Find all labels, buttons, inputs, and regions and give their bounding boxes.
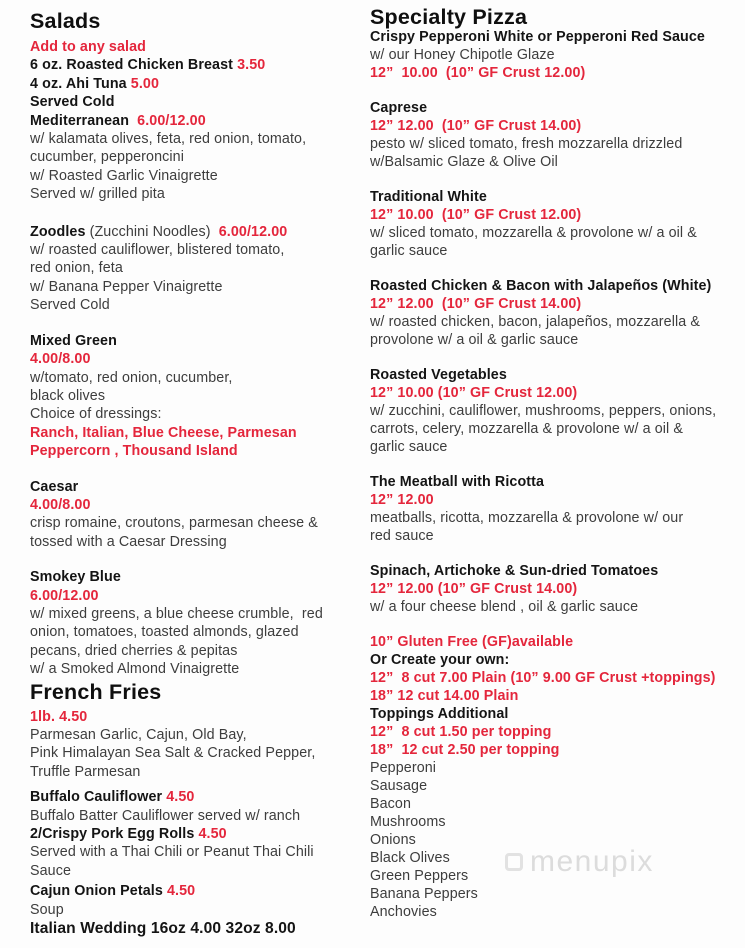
left-column-salads	[30, 8, 362, 939]
menu-line	[370, 28, 740, 46]
menu-line	[30, 726, 362, 744]
menu-line	[30, 185, 362, 203]
menu-line	[370, 242, 740, 260]
description-text: Parmesan Garlic, Cajun, Old Bay,	[30, 727, 247, 743]
description-text: Served with a Thai Chili or Peanut Thai Chili	[30, 844, 314, 861]
menu-line	[30, 807, 362, 825]
menu-block	[30, 332, 362, 461]
description-text: Choice of dressings:	[30, 406, 162, 423]
menu-line	[370, 669, 740, 687]
description-text: w/ Roasted Garlic Vinaigrette	[30, 167, 218, 184]
menu-block	[30, 679, 362, 706]
menu-line	[370, 509, 740, 527]
menu-line	[370, 153, 740, 171]
menu-line	[30, 93, 362, 111]
menu-line	[370, 438, 740, 456]
price-or-highlight-text: 1lb. 4.50	[30, 708, 88, 725]
menu-line	[30, 901, 362, 919]
menu-block	[30, 882, 362, 939]
price-or-highlight-text: 12” 10.00 (10” GF Crust 12.00)	[370, 65, 586, 81]
description-text: w/tomato, red onion, cucumber,	[30, 369, 233, 386]
menu-line	[30, 259, 362, 277]
menu-line	[370, 562, 740, 580]
item-name-text: Served Cold	[30, 94, 115, 111]
price-or-highlight-text: 6.00/12.00	[137, 112, 206, 129]
price-or-highlight-text: 10” Gluten Free (GF)available	[370, 634, 574, 650]
description-text: red onion, feta	[30, 260, 123, 277]
menu-line	[370, 795, 740, 813]
description-text: meatballs, ricotta, mozzarella & provolone w/ our	[370, 510, 684, 526]
menu-line	[30, 568, 362, 586]
item-name-text: Mixed Green	[30, 332, 117, 349]
menu-block	[30, 568, 362, 678]
menu-line	[30, 825, 362, 843]
description-text: tossed with a Caesar Dressing	[30, 533, 227, 550]
description-text: provolone w/ a oil & garlic sauce	[370, 332, 579, 348]
item-name-text: Caesar	[30, 478, 79, 495]
description-text: w/ a four cheese blend , oil & garlic sauce	[370, 599, 639, 615]
section-heading: Specialty Pizza	[370, 5, 528, 29]
item-name-text: Caprese	[370, 100, 428, 116]
right-column-specialty-pizza	[370, 5, 740, 939]
section-heading: French Fries	[30, 679, 162, 704]
menupix-logo-icon	[505, 853, 523, 871]
menu-line	[30, 862, 362, 880]
menu-line	[30, 332, 362, 350]
menu-line	[30, 478, 362, 496]
menu-block	[370, 5, 740, 29]
menu-line	[370, 366, 740, 384]
price-or-highlight-text: 4.00/8.00	[30, 496, 91, 513]
price-or-highlight-text: 18” 12 cut 14.00 Plain	[370, 688, 519, 704]
menu-line	[30, 167, 362, 185]
description-text: Onions	[370, 832, 416, 848]
price-or-highlight-text: Ranch, Italian, Blue Cheese, Parmesan	[30, 424, 297, 441]
menu-line	[370, 651, 740, 669]
description-text: Served Cold	[30, 297, 110, 314]
description-text: crisp romaine, croutons, parmesan cheese &	[30, 515, 318, 532]
menu-line	[370, 295, 740, 313]
description-text: onion, tomatoes, toasted almonds, glazed	[30, 624, 299, 641]
menu-line	[370, 813, 740, 831]
item-name-text: Spinach, Artichoke & Sun-dried Tomatoes	[370, 563, 659, 579]
menu-block	[30, 38, 362, 204]
menu-line	[30, 130, 362, 148]
description-text: garlic sauce	[370, 439, 448, 455]
menu-line	[30, 919, 362, 939]
price-or-highlight-text: Peppercorn , Thousand Island	[30, 443, 238, 460]
menu-line	[30, 387, 362, 405]
price-or-highlight-text: 12” 10.00 (10” GF Crust 12.00)	[370, 385, 578, 401]
description-text: (Zucchini Noodles)	[89, 223, 219, 240]
menu-line	[370, 633, 740, 651]
menu-block	[370, 366, 740, 456]
menu-line	[30, 744, 362, 762]
item-name-text: 2/Crispy Pork Egg Rolls	[30, 826, 199, 843]
description-text: black olives	[30, 387, 106, 404]
menu-line	[370, 420, 740, 438]
menu-line	[370, 759, 740, 777]
menu-block	[370, 277, 740, 349]
menu-line	[30, 642, 362, 660]
item-name-text: 4 oz. Ahi Tuna	[30, 75, 131, 92]
description-text: Mushrooms	[370, 814, 446, 830]
menu-line	[30, 75, 362, 93]
menu-line	[370, 224, 740, 242]
description-text: Banana Peppers	[370, 886, 478, 902]
menu-block	[370, 473, 740, 545]
menu-line	[370, 903, 740, 921]
description-text: garlic sauce	[370, 243, 448, 259]
menu-line	[370, 135, 740, 153]
menu-line	[30, 278, 362, 296]
description-text: Green Peppers	[370, 868, 469, 884]
menu-line	[30, 369, 362, 387]
menu-line	[30, 587, 362, 605]
description-text: w/ sliced tomato, mozzarella & provolone w/ a oil &	[370, 225, 697, 241]
menu-line	[370, 46, 740, 64]
menu-line	[30, 763, 362, 781]
menu-line	[370, 473, 740, 491]
menu-line	[30, 442, 362, 460]
menu-line	[370, 885, 740, 903]
price-or-highlight-text: 12” 12.00 (10” GF Crust 14.00)	[370, 118, 582, 134]
description-text: w/Balsamic Glaze & Olive Oil	[370, 154, 558, 170]
menu-line	[370, 723, 740, 741]
menu-line	[30, 882, 362, 900]
price-or-highlight-text: 3.50	[237, 57, 266, 74]
description-text: Pink Himalayan Sea Salt & Cracked Pepper,	[30, 745, 316, 762]
description-text: Sausage	[370, 778, 428, 794]
menu-line	[30, 788, 362, 806]
item-name-text: Or Create your own:	[370, 652, 510, 668]
price-or-highlight-text: 18” 12 cut 2.50 per topping	[370, 742, 560, 758]
item-name-text: Traditional White	[370, 189, 487, 205]
menu-block	[30, 708, 362, 782]
menu-line	[30, 843, 362, 861]
item-name-text: Roasted Vegetables	[370, 367, 507, 383]
menu-block	[30, 478, 362, 552]
description-text: w/ our Honey Chipotle Glaze	[370, 47, 555, 63]
description-text: pecans, dried cherries & pepitas	[30, 642, 238, 659]
menu-block	[370, 28, 740, 82]
menu-line	[30, 296, 362, 314]
price-or-highlight-text: 5.00	[130, 75, 160, 92]
menu-block	[30, 788, 362, 880]
price-or-highlight-text: 12” 10.00 (10” GF Crust 12.00)	[370, 207, 582, 223]
item-name-text: Zoodles	[30, 223, 90, 240]
item-name-text: Toppings Additional	[370, 706, 509, 722]
description-text: w/ a Smoked Almond Vinaigrette	[30, 661, 240, 678]
menu-line	[30, 533, 362, 551]
menu-line	[370, 491, 740, 509]
item-name-text: Mediterranean	[30, 112, 138, 129]
menu-line	[30, 223, 362, 241]
menu-block	[30, 8, 362, 35]
menu-line	[370, 206, 740, 224]
item-name-text: Crispy Pepperoni White or Pepperoni Red Sauce	[370, 29, 705, 45]
item-name-text: Cajun Onion Petals	[30, 883, 167, 900]
description-text: Black Olives	[370, 850, 450, 866]
price-or-highlight-text: 12” 12.00 (10” GF Crust 14.00)	[370, 581, 578, 597]
menu-line	[30, 148, 362, 166]
description-text: Served w/ grilled pita	[30, 186, 165, 203]
price-or-highlight-text: Add to any salad	[30, 39, 146, 55]
item-name-text: 6 oz. Roasted Chicken Breast	[30, 57, 238, 74]
watermark-text: menupix	[530, 845, 654, 878]
description-text: w/ kalamata olives, feta, red onion, tomato,	[30, 131, 307, 148]
description-text: Anchovies	[370, 904, 437, 920]
price-or-highlight-text: 4.00/8.00	[30, 351, 91, 368]
menu-line	[370, 741, 740, 759]
menu-line	[30, 38, 362, 56]
price-or-highlight-text: 12” 12.00	[370, 492, 434, 508]
item-name-text: Smokey Blue	[30, 569, 121, 586]
description-text: Soup	[30, 901, 64, 918]
menu-line	[370, 527, 740, 545]
menu-line	[30, 241, 362, 259]
description-text: Sauce	[30, 862, 72, 879]
description-text: cucumber, pepperoncini	[30, 149, 184, 166]
item-name-text: Buffalo Cauliflower	[30, 789, 167, 806]
description-text: red sauce	[370, 528, 434, 544]
menu-block	[30, 223, 362, 315]
price-or-highlight-text: 12” 8 cut 1.50 per topping	[370, 724, 552, 740]
menu-line	[370, 777, 740, 795]
price-or-highlight-text: 6.00/12.00	[30, 587, 99, 604]
menu-line	[370, 705, 740, 723]
description-text: Buffalo Batter Cauliflower served w/ ranch	[30, 807, 301, 824]
menu-block	[370, 99, 740, 171]
menu-line	[370, 687, 740, 705]
menu-line	[370, 331, 740, 349]
menu-line	[370, 188, 740, 206]
price-or-highlight-text: 12” 12.00 (10” GF Crust 14.00)	[370, 296, 582, 312]
menu-block	[370, 562, 740, 616]
price-or-highlight-text: 12” 8 cut 7.00 Plain (10” 9.00 GF Crust +toppings)	[370, 670, 716, 686]
description-text: w/ zucchini, cauliflower, mushrooms, peppers, onions,	[370, 403, 717, 419]
menu-line	[30, 605, 362, 623]
item-name-text: Italian Wedding 16oz 4.00 32oz 8.00	[30, 920, 296, 938]
menu-line	[30, 623, 362, 641]
menu-line	[30, 708, 362, 726]
menu-line	[30, 112, 362, 130]
menu-line	[370, 384, 740, 402]
description-text: Truffle Parmesan	[30, 763, 141, 780]
description-text: Bacon	[370, 796, 412, 812]
menu-line	[30, 405, 362, 423]
menu-line	[30, 350, 362, 368]
item-name-text: The Meatball with Ricotta	[370, 474, 545, 490]
description-text: Pepperoni	[370, 760, 437, 776]
price-or-highlight-text: 6.00/12.00	[218, 223, 288, 240]
menu-line	[370, 402, 740, 420]
section-heading: Salads	[30, 9, 101, 33]
price-or-highlight-text: 4.50	[166, 789, 195, 806]
menu-line	[370, 99, 740, 117]
menu-line	[370, 598, 740, 616]
description-text: carrots, celery, mozzarella & provolone w/ a oil &	[370, 421, 684, 437]
price-or-highlight-text: 4.50	[166, 883, 196, 900]
description-text: pesto w/ sliced tomato, fresh mozzarella drizzled	[370, 136, 683, 152]
menu-line	[370, 313, 740, 331]
menu-line	[370, 64, 740, 82]
description-text: w/ mixed greens, a blue cheese crumble, red	[30, 605, 323, 622]
menu-line	[30, 660, 362, 678]
item-name-text: Roasted Chicken & Bacon with Jalapeños (White)	[370, 278, 712, 294]
menu-line	[370, 277, 740, 295]
description-text: w/ Banana Pepper Vinaigrette	[30, 278, 223, 295]
menu-line	[370, 580, 740, 598]
menu-block	[370, 188, 740, 260]
menu-line	[30, 496, 362, 514]
description-text: w/ roasted cauliflower, blistered tomato,	[30, 242, 285, 259]
price-or-highlight-text: 4.50	[198, 826, 227, 843]
description-text: w/ roasted chicken, bacon, jalapeños, mozzarella &	[370, 314, 701, 330]
menu-line	[30, 56, 362, 74]
menu-line	[370, 117, 740, 135]
menu-line	[30, 514, 362, 532]
menu-line	[30, 424, 362, 442]
menupix-watermark	[505, 845, 654, 879]
